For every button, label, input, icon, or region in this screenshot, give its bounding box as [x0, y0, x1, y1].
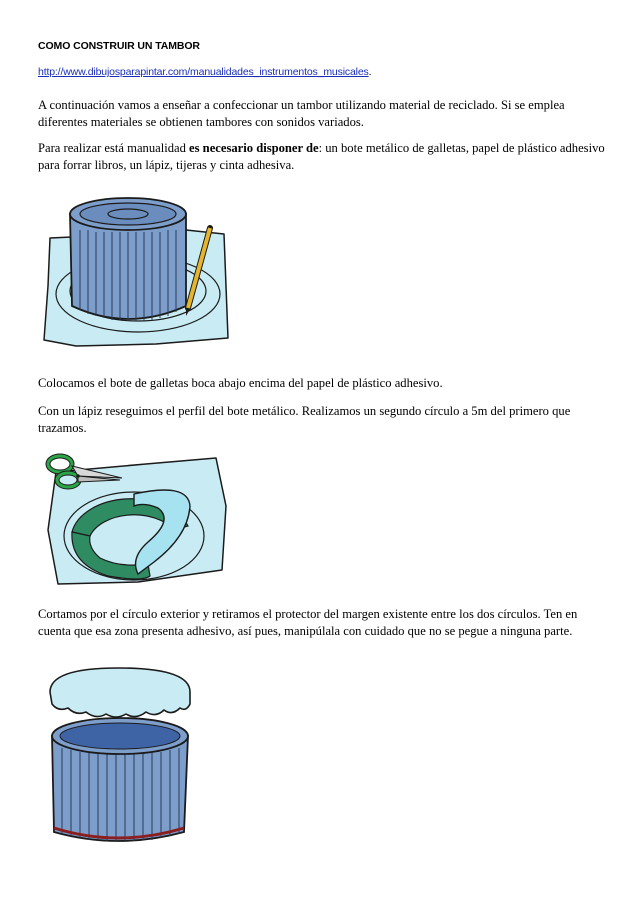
intro-paragraph: A continuación vamos a enseñar a confeccionar un tambor utilizando material de reciclado. Si se emplea diferentes materiales se obtienen tambores con sonidos variados. [38, 98, 565, 129]
tin-bottom-rim [80, 203, 176, 225]
document-title: COMO CONSTRUIR UN TAMBOR [38, 40, 200, 52]
tin-on-paper-illustration [36, 190, 232, 360]
link-period: . [368, 66, 372, 78]
materials-emphasis: es necesario disponer de [189, 141, 319, 155]
tin-interior [60, 723, 180, 749]
materials-paragraph [38, 140, 608, 173]
materials-text-end: : un bote metálico de galletas, papel de plástico adhesivo para forrar libros, un lápiz, tijeras y cinta adhesiva. [38, 141, 605, 172]
cover-over-tin-illustration [40, 664, 200, 850]
step3-paragraph: Cortamos por el círculo exterior y retiramos el protector del margen existente entre los dos círculos. Ten en cuenta que esa zona presenta adhesivo, así pues, manipúlala con cuidado que no se pegue a ninguna parte. [38, 607, 578, 638]
adhesive-paper-cover [50, 668, 190, 717]
materials-text-start: Para realizar está manualidad [38, 141, 190, 155]
source-link-line [38, 66, 371, 78]
source-link[interactable]: http://www.dibujosparapintar.com/manualidades_instrumentos_musicales [38, 66, 369, 78]
step2-paragraph: Con un lápiz reseguimos el perfil del bote metálico. Realizamos un segundo círculo a 5m del primero que trazamos. [38, 404, 571, 435]
step1-paragraph: Colocamos el bote de galletas boca abajo encima del papel de plástico adhesivo. [38, 376, 443, 390]
cutting-circle-illustration [38, 436, 234, 592]
